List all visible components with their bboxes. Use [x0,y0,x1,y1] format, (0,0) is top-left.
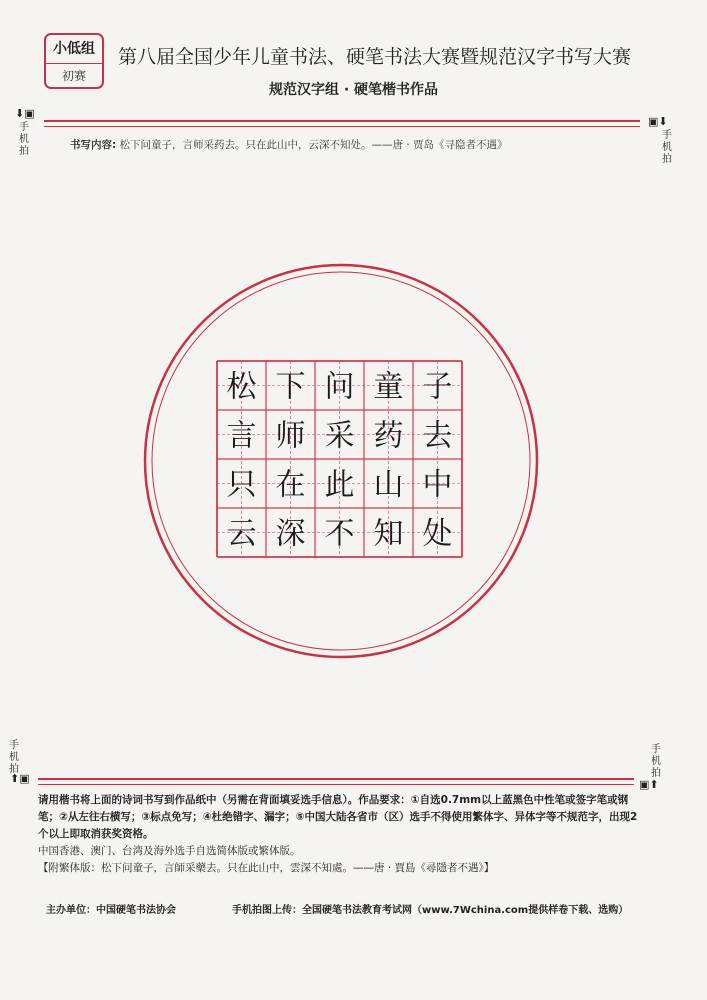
inner-circle [152,272,530,650]
grid-character: 深 [275,516,306,552]
grid-character: 问 [324,369,355,405]
upload-info: 手机拍图上传：全国硬笔书法教育考试网（www.7Wchina.com提供样卷下载、选购） [232,905,629,916]
writing-content-label: 书写内容: [70,139,117,151]
grid-character: 云 [226,516,257,552]
arrow-up-camera-icon: ⬆▣ [10,772,30,785]
page-subtitle: 规范汉字组 · 硬笔楷书作品 [268,82,439,98]
bottom-rule-thin [38,784,634,785]
phone-shot-label-bottom-right: 手 机 拍 [651,744,661,779]
writing-content-text: 松下问童子，言师采药去。只在此山中，云深不知处。——唐 · 贾岛《寻隐者不遇》 [119,139,508,151]
bottom-rule [38,778,634,780]
phone-shot-label-top-right: 手 机 拍 [662,130,672,165]
phone-shot-label-top-left: 手 机 拍 [19,122,29,157]
outer-circle [145,265,537,657]
grid-character: 下 [275,369,306,405]
grid-character: 去 [422,418,453,454]
camera-arrow-down-icon: ▣⬇ [648,115,668,128]
grid-character: 中 [422,467,453,503]
grid-character: 知 [373,516,404,552]
grid-character: 山 [373,467,404,503]
page-title: 第八届全国少年儿童书法、硬笔书法大赛暨规范汉字书写大赛 [118,46,632,68]
camera-arrow-up-icon: ▣⬆ [639,778,659,791]
grid-character: 在 [275,467,306,503]
instructions-traditional: 【附繁体版：松下问童子，言師采藥去。只在此山中，雲深不知處。——唐 · 賈島《尋隱者不遇》】 [38,862,495,874]
grid-character: 子 [422,369,453,405]
badge-round-label: 初赛 [46,63,102,88]
grid-character: 不 [324,516,355,552]
writing-grid [217,361,462,557]
grid-character: 只 [226,467,257,503]
arrow-down-camera-icon: ⬇▣ [15,107,35,120]
badge-group-label: 小低组 [53,41,95,57]
instructions [38,792,638,877]
grid-character: 言 [226,418,257,454]
grid-character: 童 [373,369,404,405]
organizer: 主办单位：中国硬笔书法协会 [46,905,176,916]
grid-character: 处 [422,516,453,552]
grid-character: 采 [324,418,355,454]
grid-character: 师 [275,418,306,454]
instructions-main: 请用楷书将上面的诗词书写到作品纸中（另需在背面填妥选手信息）。作品要求：①自选0.7mm以上蓝黑色中性笔或签字笔或钢笔；②从左往右横写；③标点免写；④杜绝错字、漏字；⑤中国大陆各省市（区）选手不得使用繁体字、异体字等不规范字，出现2个以上即取消获奖资格。 [38,794,638,840]
phone-shot-label-bottom-left: 手 机 拍 [9,740,19,775]
instructions-regions: 中国香港、澳门、台湾及海外选手自选简体版或繁体版。 [38,845,301,857]
grid-character: 松 [226,369,257,405]
grid-character: 药 [373,418,404,454]
grid-character: 此 [324,467,355,503]
